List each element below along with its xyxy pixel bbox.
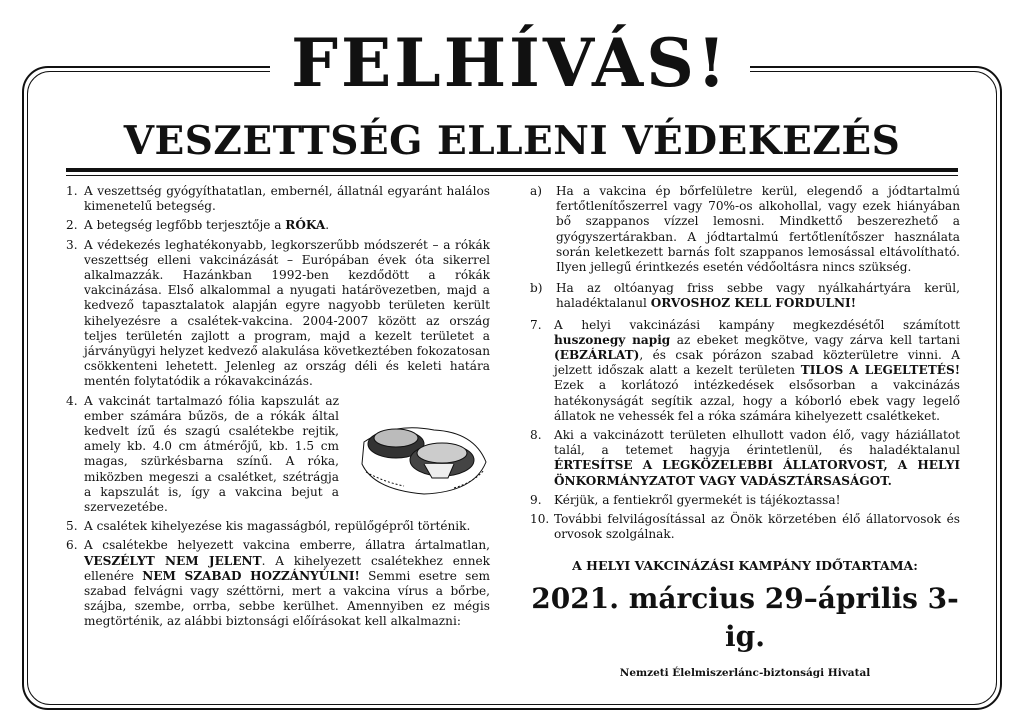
authority-name: Nemzeti Élelmiszerlánc-biztonsági Hivatal	[619, 666, 871, 679]
list-item-9: 9. Kérjük, a fentiekről gyermekét is tájékoztassa!	[530, 492, 841, 507]
list-item-3: 3. A védekezés leghatékonyabb, legkorszerűbb módszerét – a rókák veszettség elleni vakcinázását – Európában évek óta sikerrel alkalmazzák. Hazánkban 1992-ben kezdődött a rókák vakcinázása. Első alkalommal a nyugati határövezetben, majd a kedvező tapasztalatok alapján egyre nagyobb területen került kihelyezésre a csalétek-vakcina. 2004-2007 között az ország teljes területén zajlott a program, majd a kezelt területet a járványügyi helyzet kedvező alakulása következtében fokozatosan csökkenteni lehetett. Jelenleg az ország déli és keleti határa mentén folytatódik a rókavakcinázás.	[66, 237, 490, 389]
list-item-1: 1. A veszettség gyógyíthatatlan, embernél, állatnál egyaránt halálos kimenetelű betegség.	[66, 184, 490, 214]
list-item-2: 2. A betegség legfőbb terjesztője a RÓKA.	[66, 218, 330, 233]
title-rule-thick	[66, 168, 958, 172]
list-item-5: 5. A csalétek kihelyezése kis magasságból, repülőgépről történik.	[66, 519, 471, 534]
page-subtitle: VESZETTSÉG ELLENI VÉDEKEZÉS	[123, 118, 901, 164]
campaign-dates: 2021. március 29–április 3-ig.	[531, 581, 959, 653]
list-item-6: 6. A csalétekbe helyezett vakcina emberre, állatra ártalmatlan, VESZÉLYT NEM JELENT. A kihelyezett csalétekhez ennek ellenére NEM SZABAD HOZZÁNYÚLNI! Semmi esetre sem szabad felvágni vagy széttörni, mert a vakcina vírus a bőrbe, szájba, szembe, orrba, sebbe kerülhet. Amennyiben ez mégis megtörténik, az alábbi biztonsági előírásokat kell alkalmazni:	[66, 538, 490, 629]
list-item-10: 10. További felvilágosítással az Önök körzetében élő állatorvosok és orvosok szolgálnak.	[530, 512, 960, 542]
list-item-a: a) Ha a vakcina ép bőrfelületre kerül, elegendő a jódtartalmú fertőtlenítőszerrel vagy 70%-os alkohollal, vagy ezek hiányában bő szappanos vízzel lemosni. Mindkettő beszerezhető a gyógyszertárakban. A jódtartalmú fertőtlenítőszer használata során keletkezett barnás folt szappanos lemosással eltávolítható. Ilyen jellegű érintkezés esetén védőoltásra nincs szükség.	[530, 184, 960, 275]
list-item-4: 4. A vakcinát tartalmazó fólia kapszulát az ember számára bűzös, de a rókák által kedvelt ízű és szagú csalétekbe rejtik, amely kb. 4.0 cm átmérőjű, kb. 1.5 cm magas, szürkésbarna színű. A róka, miközben megeszi a csalétket, szétrágja a kapszulát is, így a vakcina bejut a szervezetébe.	[66, 394, 490, 516]
title-rule-thin	[66, 175, 958, 176]
list-item-8: 8. Aki a vakcinázott területen elhullott vadon élő, vagy háziállatot talál, a tetemet hagyja érintetlenül, és haladéktalanul ÉRTESÍTSE A LEGKÖZELEBBI ÁLLATORVOST, A HELYI ÖNKORMÁNYZATOT VAGY VADÁSZTÁRSASÁGOT.	[530, 428, 960, 488]
page-title: FELHÍVÁS!	[270, 24, 750, 102]
right-column	[530, 184, 960, 681]
left-column	[66, 184, 490, 634]
bait-illustration	[354, 402, 494, 502]
list-item-7: 7. A helyi vakcinázási kampány megkezdésétől számított huszonegy napig az ebeket megkötve, vagy zárva kell tartani (EBZÁRLAT), és csak pórázon szabad közterületre vinni. A jelzett időszak alatt a kezelt területen TILOS A LEGELTETÉS! Ezek a korlátozó intézkedések elsősorban a vakcinázás hatékonyságát segítik azzal, hogy a kóborló ebek vagy legelő állatok ne vehessék fel a róka számára kihelyezett csalétkeket.	[530, 317, 960, 423]
list-item-b: b) Ha az oltóanyag friss sebbe vagy nyálkahártyára kerül, haladéktalanul ORVOSHOZ KELL FORDULNI!	[530, 281, 960, 311]
campaign-label: A HELYI VAKCINÁZÁSI KAMPÁNY IDŐTARTAMA:	[572, 558, 918, 574]
